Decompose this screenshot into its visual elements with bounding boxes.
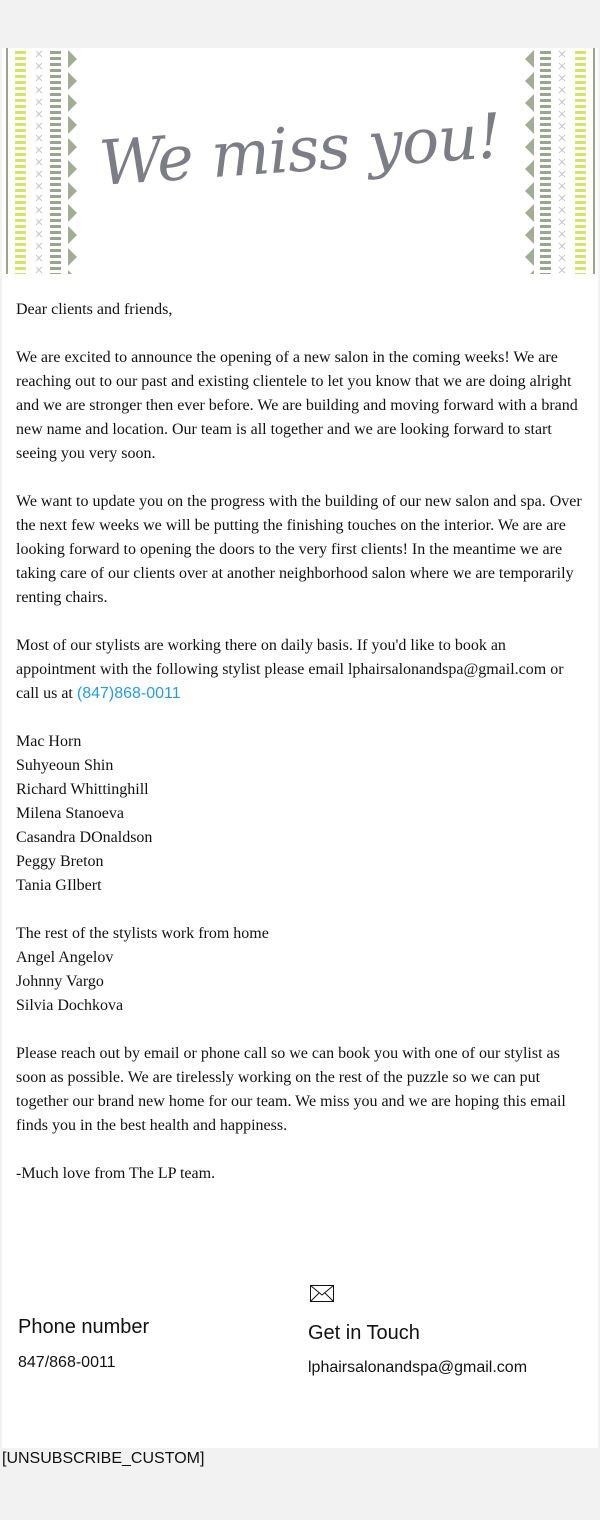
home-stylist-list <box>16 922 582 1018</box>
signoff: -Much love from The LP team. <box>16 1165 216 1182</box>
x-pattern <box>557 48 567 274</box>
banner-title: We miss you! <box>96 99 504 200</box>
contact-heading: Get in Touch <box>308 1322 420 1344</box>
unsubscribe-link[interactable]: [UNSUBSCRIBE_CUSTOM] <box>2 1450 205 1467</box>
email-body <box>16 298 582 1210</box>
stylist-name: Silvia Dochkova <box>16 997 124 1014</box>
border-line <box>593 48 595 274</box>
paragraph-booking <box>16 634 582 706</box>
stylist-name: Suhyeoun Shin <box>16 757 114 774</box>
stylist-list <box>16 730 582 898</box>
triangle-pattern <box>524 48 534 274</box>
booking-text: Most of our stylists are working there on daily basis. If you'd like to book an appointment with the following stylist please email lphairsalonandspa@gmail.com or call us at <box>16 637 564 702</box>
stylist-name: Tania GIlbert <box>16 877 102 894</box>
paragraph-closing: Please reach out by email or phone call so we can book you with one of our stylist as soon as possible. We are tirelessly working on the rest of the puzzle so we can put together our brand new home for our team. We miss you and we are hoping this email finds you in the best health and happiness. <box>16 1045 566 1134</box>
stylist-name: Mac Horn <box>16 733 82 750</box>
greeting: Dear clients and friends, <box>16 301 173 318</box>
phone-link[interactable]: (847)868-0011 <box>76 685 181 702</box>
stylist-name: Casandra DOnaldson <box>16 829 153 846</box>
stylist-name: Richard Whittinghill <box>16 781 149 798</box>
stylist-name: Johnny Vargo <box>16 973 104 990</box>
pattern-stripe <box>575 48 586 274</box>
stylist-name: Angel Angelov <box>16 949 114 966</box>
contact-email[interactable]: lphairsalonandspa@gmail.com <box>308 1359 528 1376</box>
home-intro: The rest of the stylists work from home <box>16 925 269 942</box>
phone-number[interactable]: 847/868-0011 <box>18 1354 116 1371</box>
stylist-name: Milena Stanoeva <box>16 805 124 822</box>
paragraph-announcement: We are excited to announce the opening of a new salon in the coming weeks! We are reaching out to our past and existing clientele to let you know that we are doing alright and we are stronger then ever before. We are building and moving forward with a brand new name and location. Our team is all together and we are looking forward to start seeing you very soon. <box>16 349 578 462</box>
banner-image <box>4 48 596 274</box>
phone-heading: Phone number <box>18 1316 150 1338</box>
pattern-stripe <box>540 48 551 274</box>
paragraph-progress: We want to update you on the progress with the building of our new salon and spa. Over the next few weeks we will be putting the finishing touches on the interior. We are are looking forward to opening the doors to the very first clients! In the meantime we are taking care of our clients over at another neighborhood salon where we are temporarily renting chairs. <box>16 493 582 606</box>
envelope-icon <box>310 1285 334 1303</box>
stylist-name: Peggy Breton <box>16 853 104 870</box>
